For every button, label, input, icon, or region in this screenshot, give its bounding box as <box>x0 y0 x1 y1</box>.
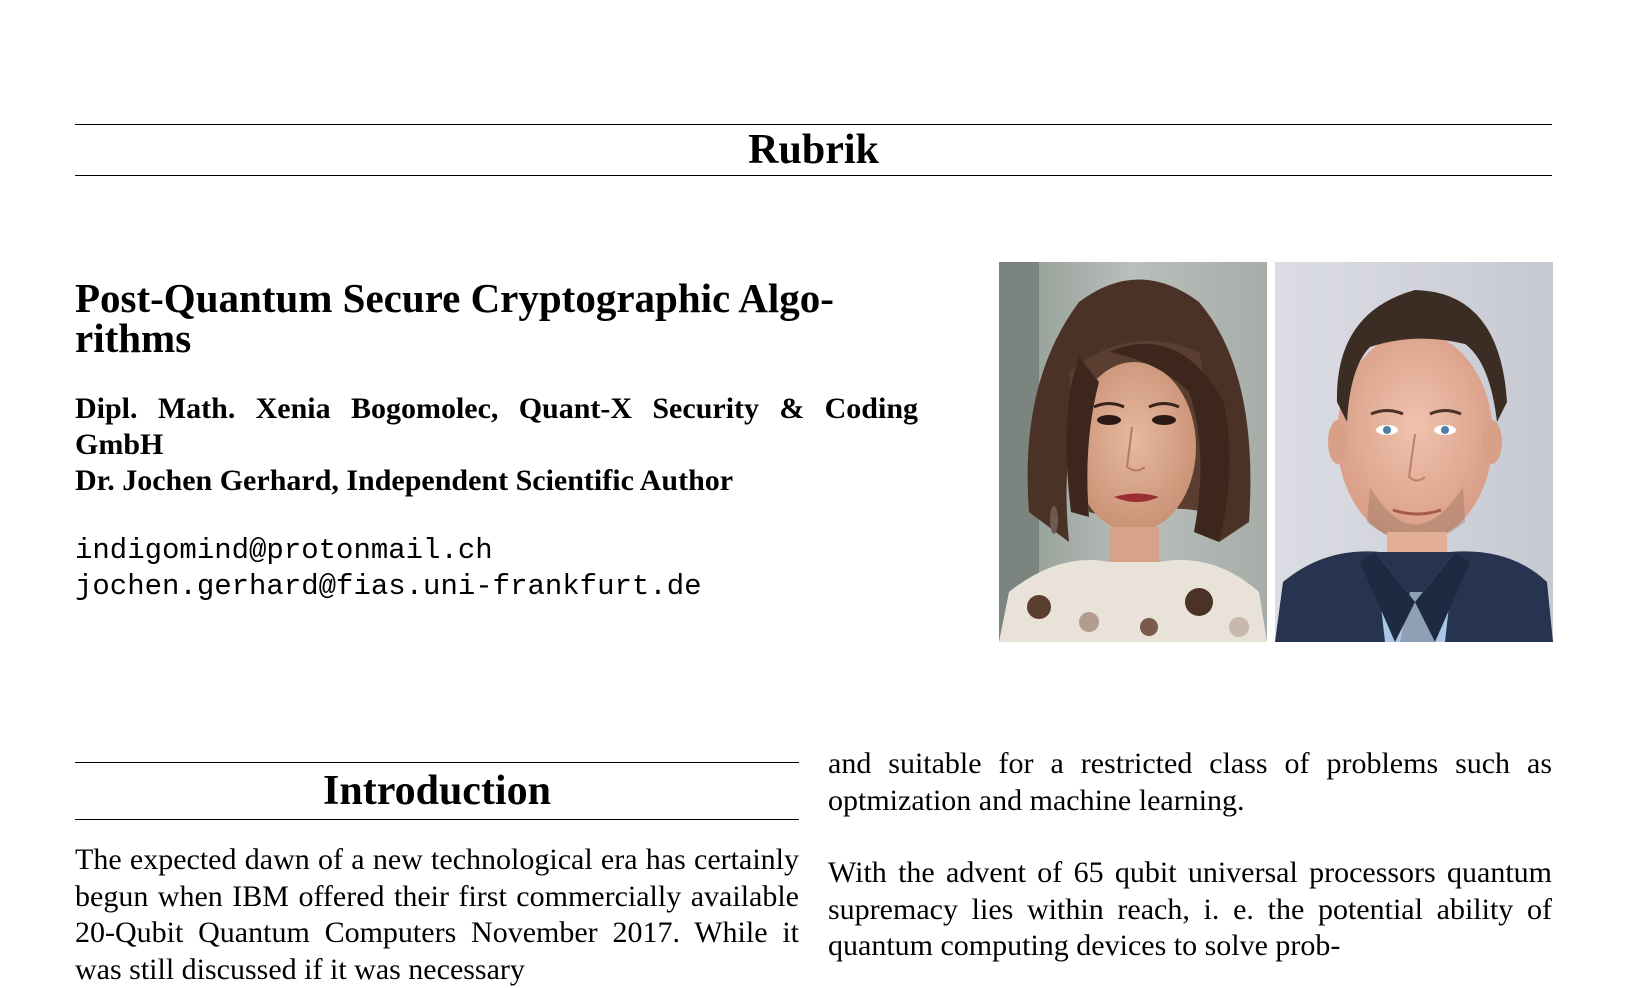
right-column <box>828 746 1552 965</box>
portrait-woman-image <box>999 262 1267 642</box>
introduction-heading-box <box>75 762 799 820</box>
email-2: jochen.gerhard@fias.uni-frankfurt.de <box>75 570 702 603</box>
paper-title <box>75 275 918 361</box>
introduction-paragraph: The expected dawn of a new technological era has certainly begun when IBM offered their first commercially available 20-Qubit Quantum Computers November 2017. While it was still discussed if it was necessary <box>75 843 799 986</box>
introduction-heading: Introduction <box>323 768 551 814</box>
author-photo-woman <box>999 262 1267 642</box>
left-column <box>75 762 799 988</box>
email-1: indigomind@protonmail.ch <box>75 534 493 567</box>
paper-title-line-2: rithms <box>75 315 192 361</box>
rubric-header <box>75 124 1552 176</box>
author-list <box>75 391 918 499</box>
rubric-title: Rubrik <box>748 127 879 173</box>
author-1: Dipl. Math. Xenia Bogomolec, Quant-X Security & Coding GmbH <box>75 392 918 461</box>
author-2: Dr. Jochen Gerhard, Independent Scientific Author <box>75 464 734 497</box>
right-paragraph-1: and suitable for a restricted class of problems such as optmization and machine learning. <box>828 747 1552 817</box>
email-list <box>75 533 918 605</box>
paper-title-line-1: Post-Quantum Secure Cryptographic Algo- <box>75 275 834 321</box>
author-photo-man <box>1275 262 1553 642</box>
right-paragraph-2: With the advent of 65 qubit universal processors quantum supremacy lies within reach, i. e. the potential ability of quantum computing devices to solve prob- <box>828 856 1552 962</box>
article-header <box>75 275 918 605</box>
portrait-man-image <box>1275 262 1553 642</box>
